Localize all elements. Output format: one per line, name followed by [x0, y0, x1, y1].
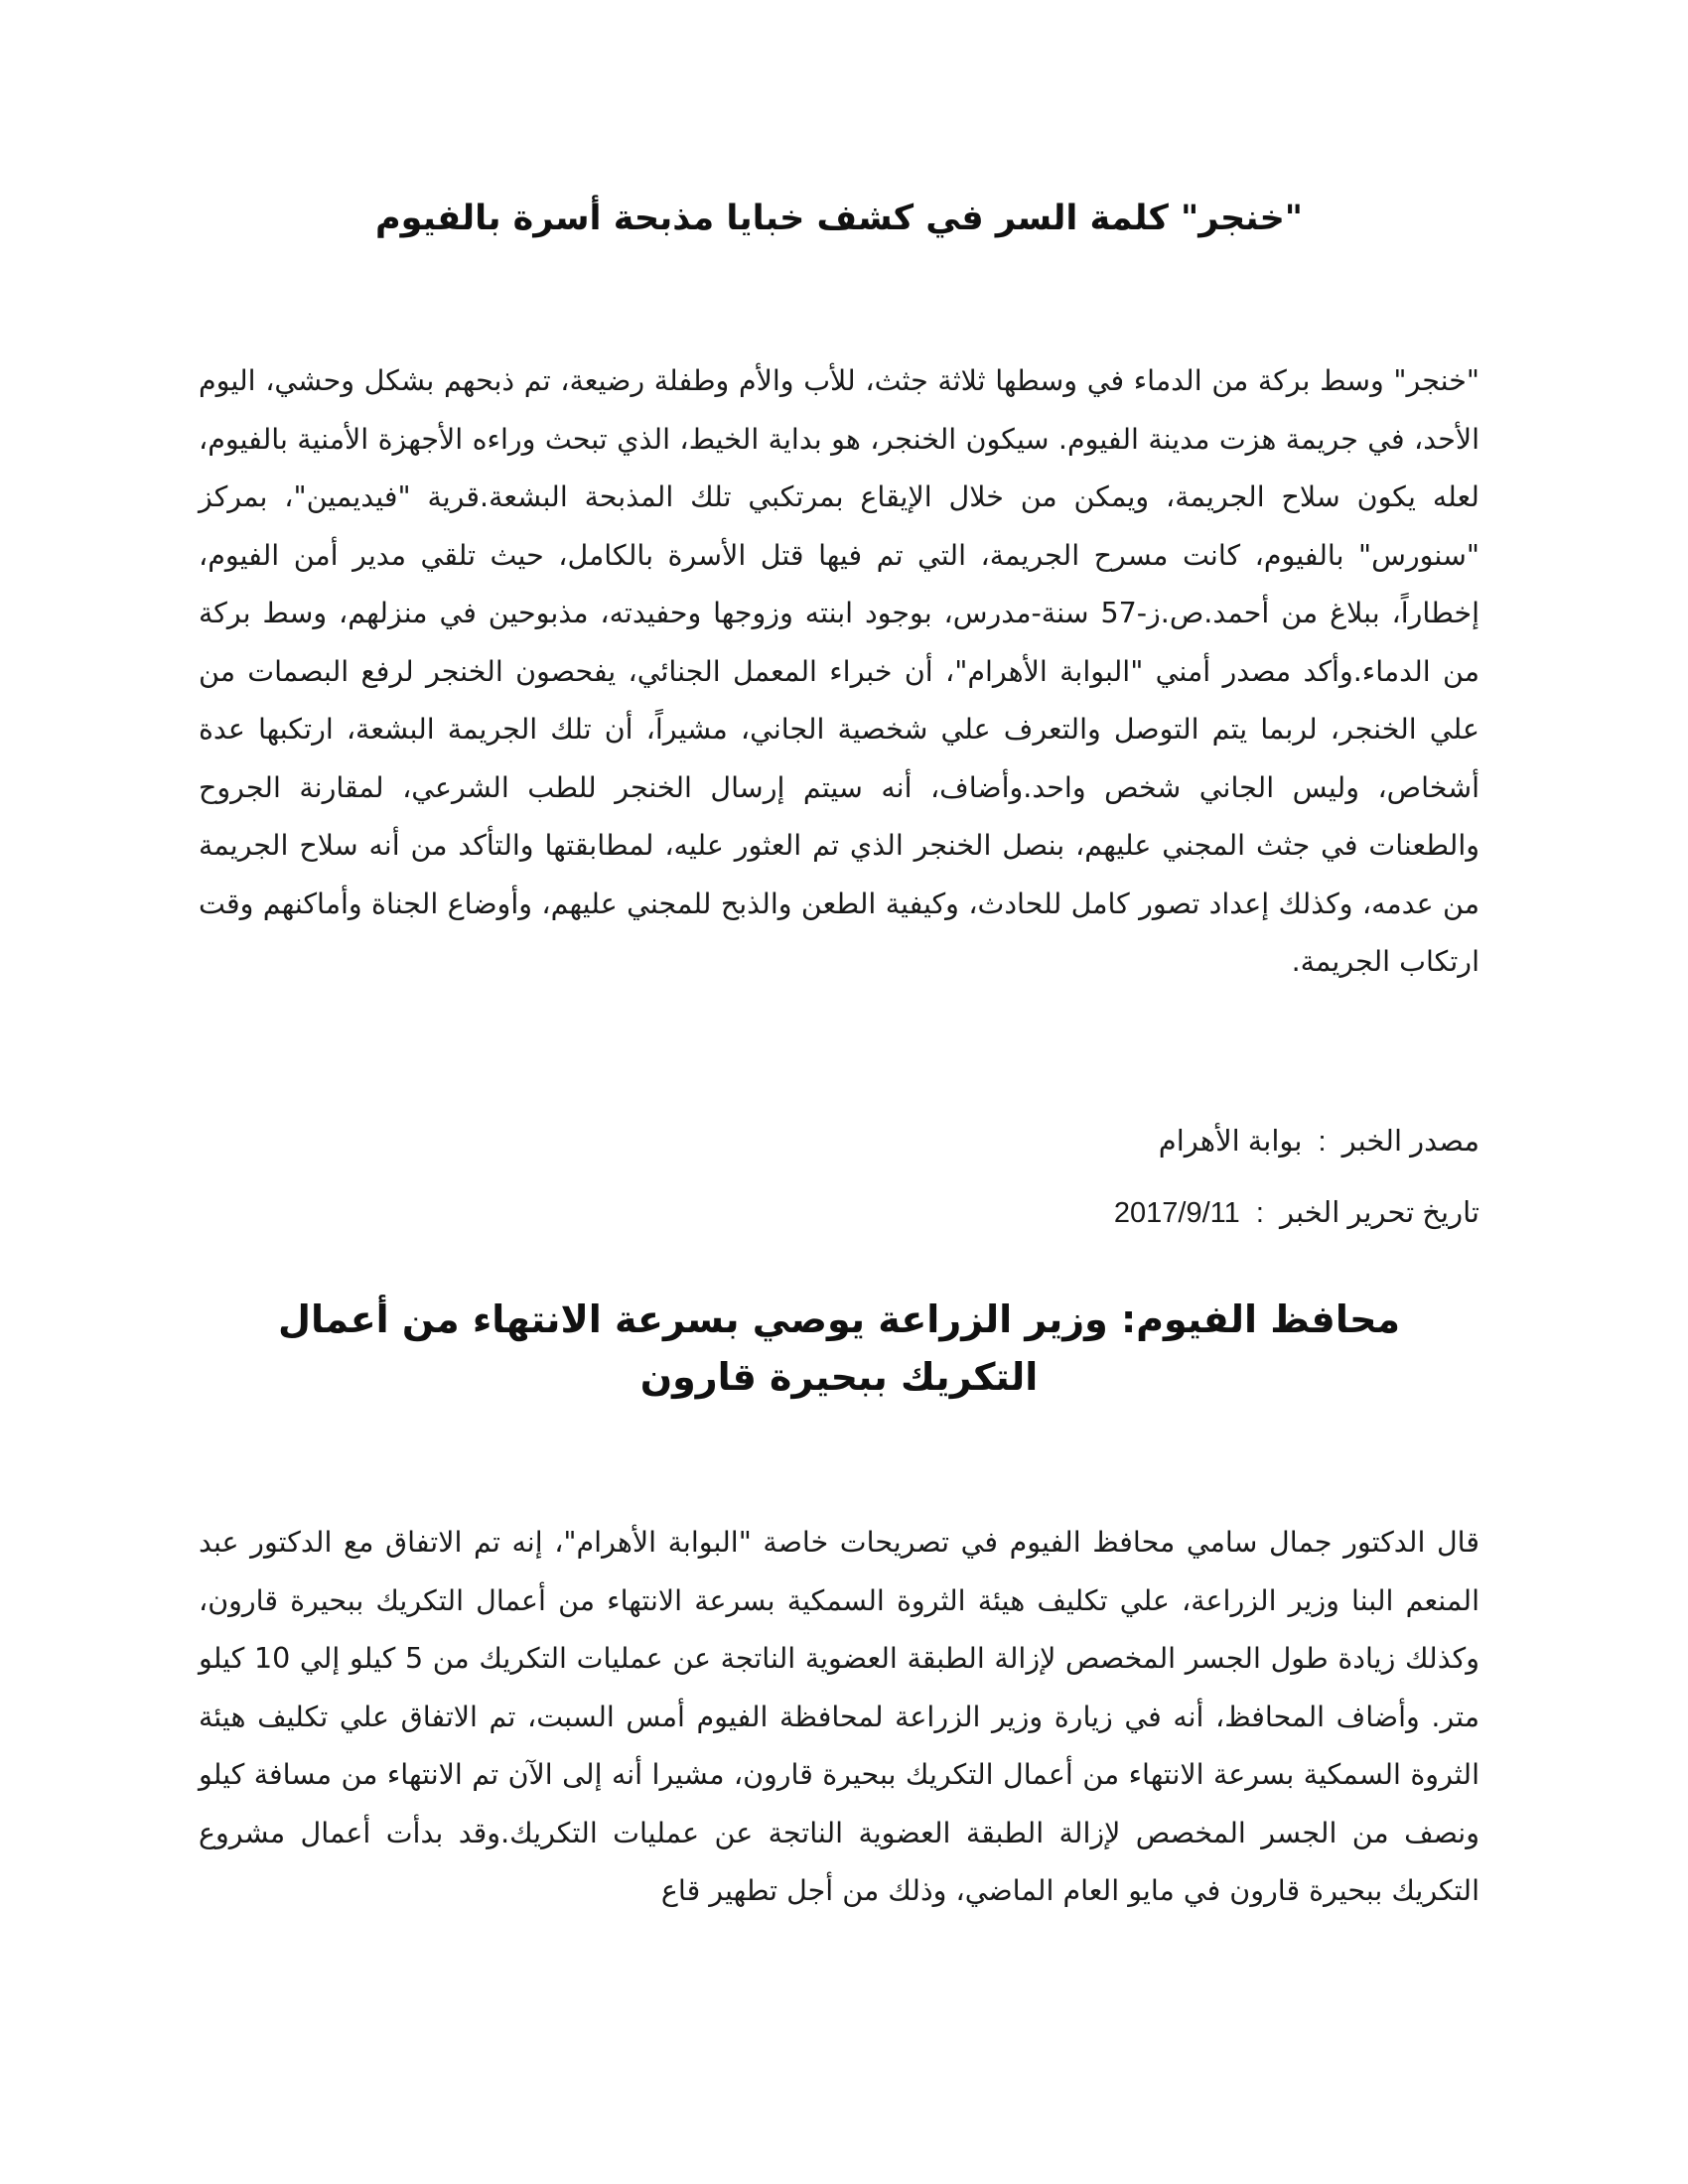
news-date-separator: :	[1255, 1197, 1264, 1229]
article-1-paragraph: "خنجر" وسط بركة من الدماء في وسطها ثلاثة جثث، للأب والأم وطفلة رضيعة، تم ذبحهم بشكل وحشي، اليوم الأحد، في جريمة هزت مدينة الفيوم. سيكون الخنجر، هو بداية الخيط، الذي تبحث وراءه الأجهزة الأمنية بالفيوم، لعله يكون سلاح الجريمة، ويمكن من خلال الإيقاع بمرتكبي تلك المذبحة البشعة.قرية "فيديمين"، بمركز "سنورس" بالفيوم، كانت مسرح الجريمة، التي تم فيها قتل الأسرة بالكامل، حيث تلقي مدير أمن الفيوم، إخطاراً، ببلاغ من أحمد.ص.ز-57 سنة-مدرس، بوجود ابنته وزوجها وحفيدته، مذبوحين في منزلهم، وسط بركة من الدماء.وأكد مصدر أمني "البوابة الأهرام"، أن خبراء المعمل الجنائي، يفحصون الخنجر لرفع البصمات من علي الخنجر، لربما يتم التوصل والتعرف علي شخصية الجاني، مشيراً، أن تلك الجريمة البشعة، ارتكبها عدة أشخاص، وليس الجاني شخص واحد.وأضاف، أنه سيتم إرسال الخنجر للطب الشرعي، لمقارنة الجروح والطعنات في جثث المجني عليهم، بنصل الخنجر الذي تم العثور عليه، لمطابقتها والتأكد من أنه سلاح الجريمة من عدمه، وكذلك إعداد تصور كامل للحادث، وكيفية الطعن والذبح للمجني عليهم، وأوضاع الجناة وأماكنهم وقت ارتكاب الجريمة.	[199, 364, 1480, 978]
news-date-value: 2017/9/11	[1113, 1197, 1240, 1229]
article-2-paragraph: قال الدكتور جمال سامي محافظ الفيوم في تصريحات خاصة "البوابة الأهرام"، إنه تم الاتفاق مع الدكتور عبد المنعم البنا وزير الزراعة، علي تكليف هيئة الثروة السمكية بسرعة الانتهاء من أعمال التكريك ببحيرة قارون، وكذلك زيادة طول الجسر المخصص لإزالة الطبقة العضوية الناتجة عن عمليات التكريك من 5 كيلو إلي 10 كيلو متر. وأضاف المحافظ، أنه في زيارة وزير الزراعة لمحافظة الفيوم أمس السبت، تم الاتفاق علي تكليف هيئة الثروة السمكية بسرعة الانتهاء من أعمال التكريك ببحيرة قارون، مشيرا أنه إلى الآن تم الانتهاء من مسافة كيلو ونصف من الجسر المخصص لإزالة الطبقة العضوية الناتجة عن عمليات التكريك.وقد بدأت أعمال مشروع التكريك ببحيرة قارون في مايو العام الماضي، وذلك من أجل تطهير قاع	[199, 1526, 1479, 1907]
news-source-separator: :	[1318, 1126, 1327, 1158]
article-2	[199, 1291, 1479, 1907]
article-2-body	[199, 1514, 1479, 1921]
article-2-title: محافظ الفيوم: وزير الزراعة يوصي بسرعة الانتهاء من أعمال التكريك ببحيرة قارون	[278, 1297, 1400, 1399]
article-1-body	[199, 352, 1479, 992]
article-1-title: "خنجر" كلمة السر في كشف خبايا مذبحة أسرة بالفيوم	[374, 199, 1304, 238]
news-source-value: بوابة الأهرام	[1158, 1126, 1303, 1158]
news-source-line	[199, 1122, 1479, 1161]
news-date-label: تاريخ تحرير الخبر	[1279, 1197, 1479, 1229]
news-source-label: مصدر الخبر	[1341, 1126, 1479, 1158]
news-meta	[199, 1122, 1479, 1233]
article-1	[199, 194, 1480, 978]
news-date-line	[199, 1193, 1479, 1233]
